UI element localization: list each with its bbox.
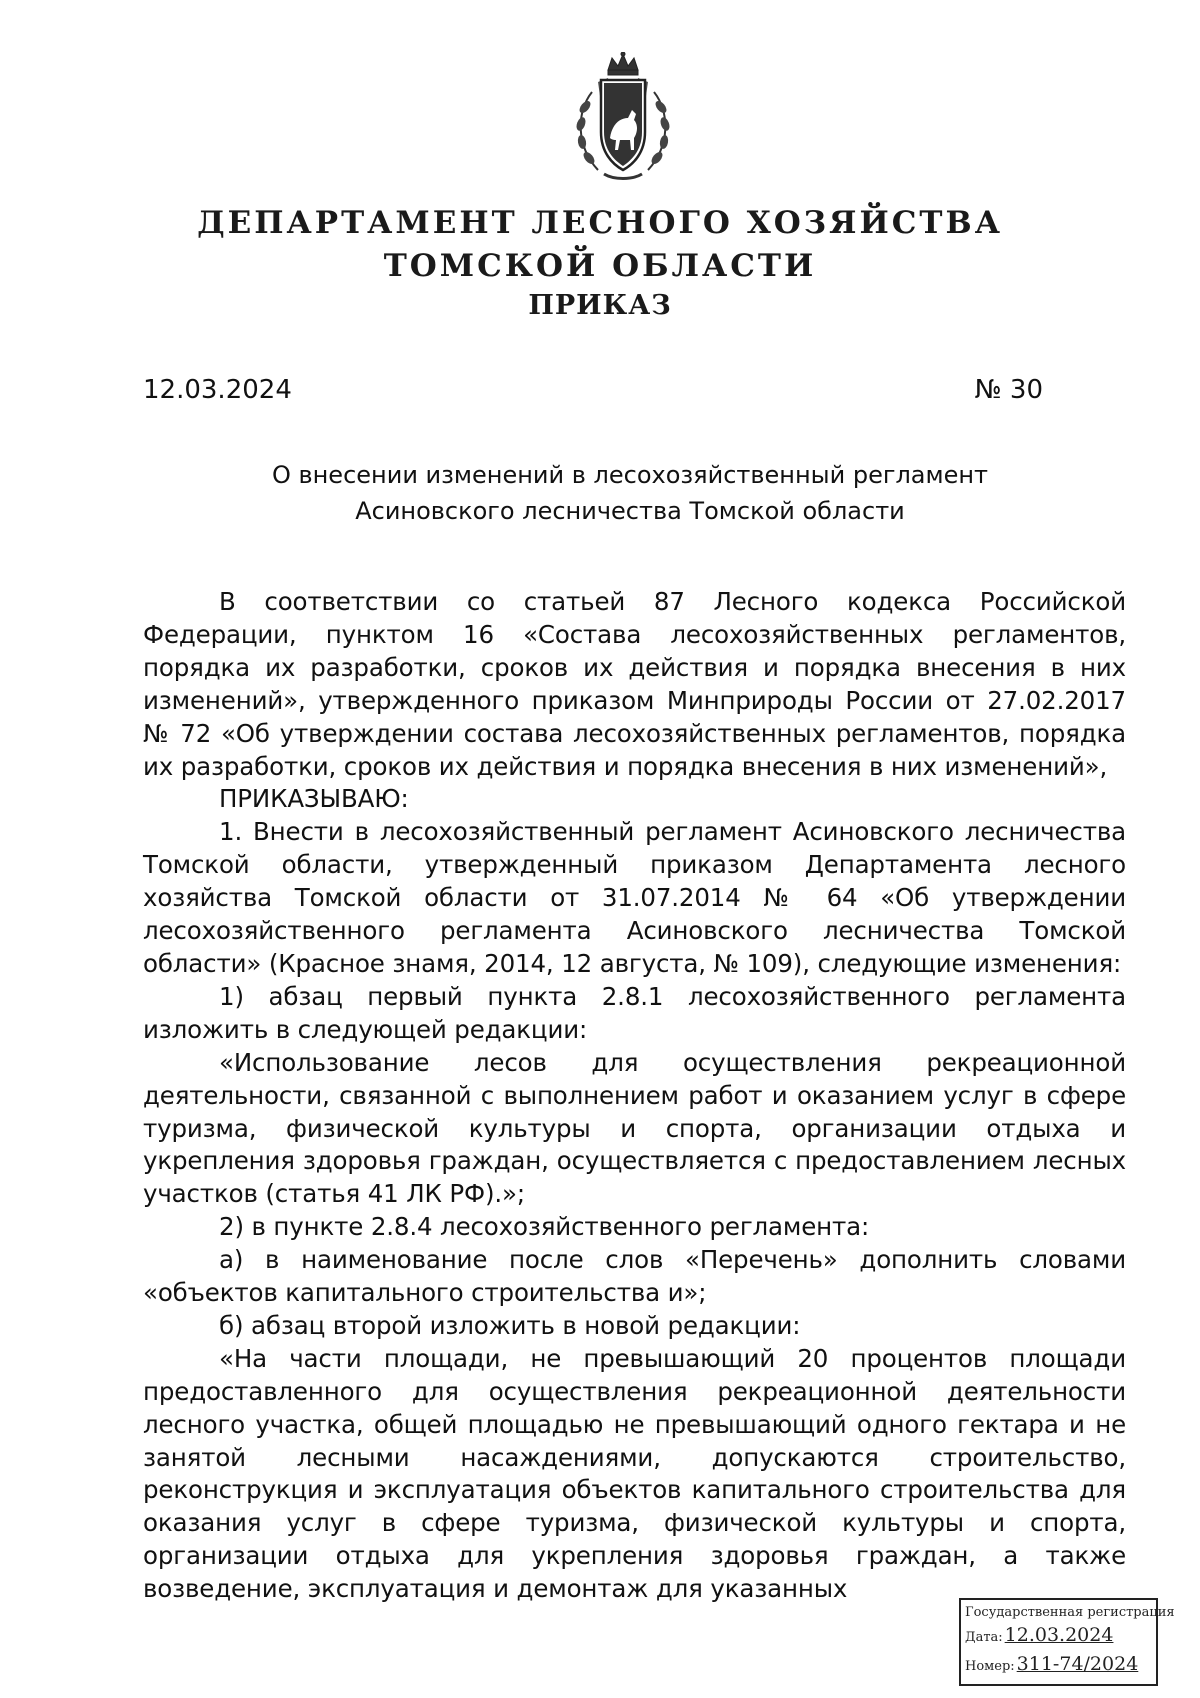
stamp-number-label: Номер: bbox=[965, 1659, 1015, 1674]
stamp-number-row bbox=[965, 1651, 1152, 1680]
document-date: 12.03.2024 bbox=[143, 375, 292, 405]
document-subject-line2: Асиновского лесничества Томской области bbox=[355, 497, 905, 525]
department-title-line2: ТОМСКОЙ ОБЛАСТИ bbox=[383, 248, 817, 284]
body-paragraph-quote-2: «На части площади, не превышающий 20 процентов площади предоставленного для осуществления рекреационной деятельности лесного участка, общей площадью не превышающий одного гектара и не занятой лесными насаждениями, допускаются строительство, реконструкция и эксплуатация объектов капитального строительства для оказания услуг в сфере туризма, физической культуры и спорта, организации отдыха для укрепления здоровья граждан, а также возведение, эксплуатация и демонтаж для указанных bbox=[143, 1343, 1126, 1604]
coat-of-arms-icon bbox=[568, 52, 678, 188]
body-paragraph-item-1: 1. Внести в лесохозяйственный регламент Асиновского лесничества Томской области, утвержденный приказом Департамента лесного хозяйства Томской области от 31.07.2014 № 64 «Об утверждении лесохозяйственного регламента Асиновского лесничества Томской области» (Красное знамя, 2014, 12 августа, № 109), следующие изменения: bbox=[143, 817, 1126, 978]
stamp-date-value: 12.03.2024 bbox=[1004, 1624, 1114, 1646]
document-subject-line1: О внесении изменений в лесохозяйственный регламент bbox=[271, 461, 989, 489]
stamp-number-value: 311-74/2024 bbox=[1016, 1653, 1139, 1675]
body-paragraph-preamble: В соответствии со статьей 87 Лесного кодекса Российской Федерации, пунктом 16 «Состава лесохозяйственных регламентов, порядка их разработки, сроков их действия и порядка внесения в них изменений», утвержденного приказом Минприроды России от 27.02.2017 № 72 «Об утверждении состава лесохозяйственных регламентов, порядка их разработки, сроков их действия и порядка внесения в них изменений», bbox=[143, 587, 1126, 781]
body-paragraph-subitem-2: 2) в пункте 2.8.4 лесохозяйственного регламента: bbox=[219, 1212, 870, 1242]
body-paragraph-subitem-2b: б) абзац второй изложить в новой редакции: bbox=[219, 1310, 801, 1340]
body-paragraph-order: ПРИКАЗЫВАЮ: bbox=[219, 784, 409, 814]
document-type: ПРИКАЗ bbox=[528, 290, 672, 321]
stamp-title: Государственная регистрация bbox=[965, 1605, 1175, 1620]
stamp-date-row bbox=[965, 1622, 1152, 1651]
body-paragraph-subitem-1: 1) абзац первый пункта 2.8.1 лесохозяйственного регламента изложить в следующей редакции: bbox=[143, 981, 1126, 1044]
registration-stamp bbox=[959, 1598, 1175, 1686]
document-body bbox=[143, 586, 1126, 1606]
body-paragraph-quote-1: «Использование лесов для осуществления рекреационной деятельности, связанной с выполнением работ и оказанием услуг в сфере туризма, физической культуры и спорта, организации отдыха и укрепления здоровья граждан, осуществляется с предоставлением лесных участков (статья 41 ЛК РФ).»; bbox=[143, 1047, 1126, 1209]
body-paragraph-subitem-2a: а) в наименование после слов «Перечень» дополнить словами «объектов капитального строительства и»; bbox=[143, 1245, 1126, 1308]
department-title-line1: ДЕПАРТАМЕНТ ЛЕСНОГО ХОЗЯЙСТВА bbox=[197, 205, 1003, 241]
stamp-date-label: Дата: bbox=[965, 1630, 1003, 1645]
document-number: № 30 bbox=[974, 375, 1043, 405]
